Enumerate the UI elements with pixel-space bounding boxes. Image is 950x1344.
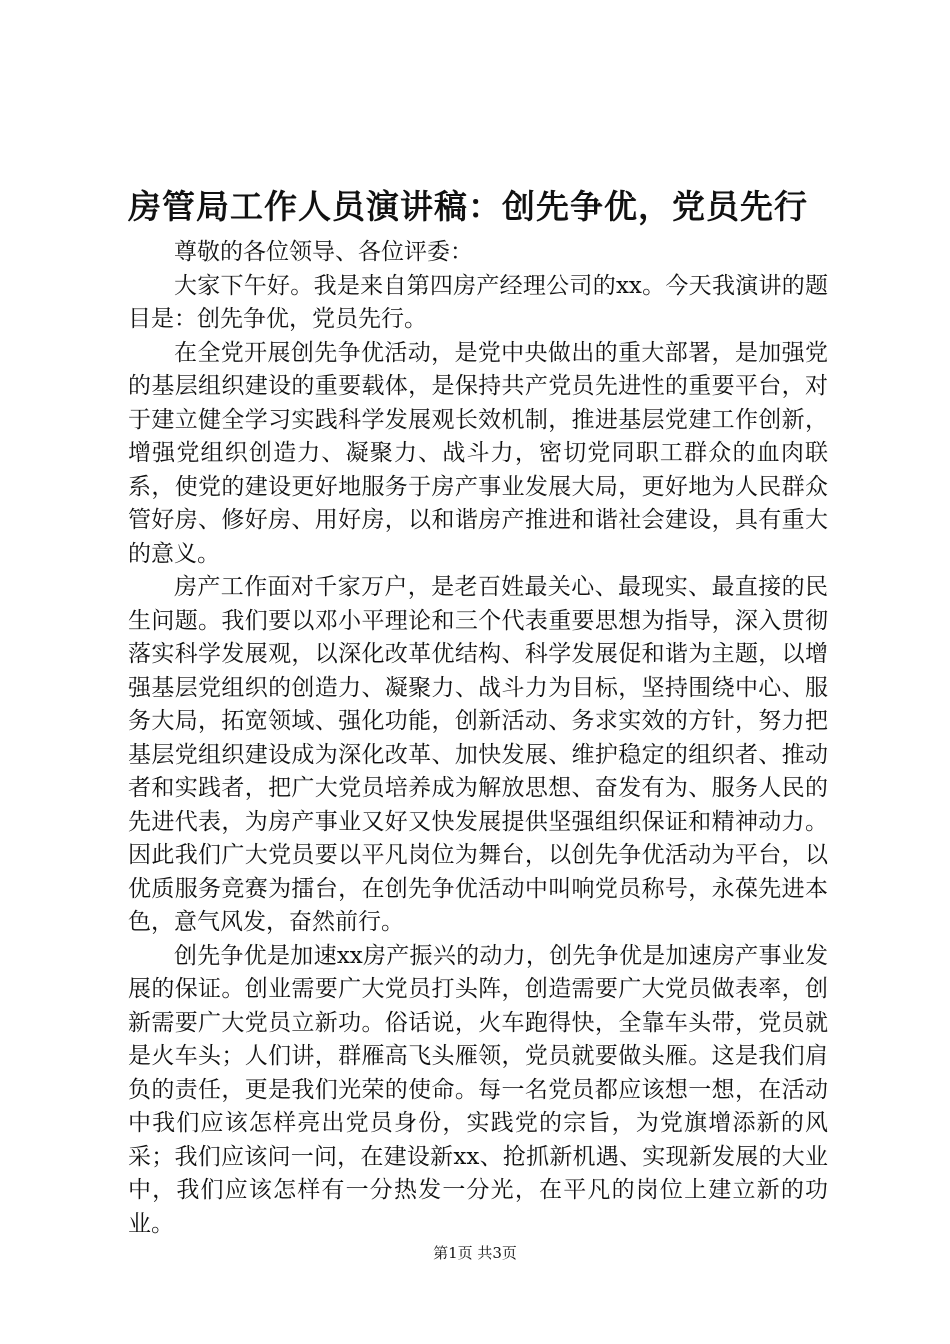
paragraph-activity-significance: 在全党开展创先争优活动，是党中央做出的重大部署，是加强党的基层组织建设的重要载体，是保持共产党员先进性的重要平台，对于建立健全学习实践科学发展观长效机制，推进基层党建工作创新，增强党组织创造力、凝聚力、战斗力，密切党同职工群众的血肉联系，使党的建设更好地服务于房产事业发展大局，更好地为人民群众管好房、修好房、用好房，以和谐房产推进和谐社会建设，具有重大的意义。 [128,339,828,567]
paragraph-salutation: 尊敬的各位领导、各位评委： [174,239,473,265]
paragraph-party-members-role: 创先争优是加速xx房产振兴的动力，创先争优是加速房产事业发展的保证。创业需要广大党员打头阵，创造需要广大党员做表率，创新需要广大党员立新功。俗话说，火车跑得快，全靠车头带，党员就是火车头；人们讲，群雁高飞头雁领，党员就要做头雁。这是我们肩负的责任，更是我们光荣的使命。每一名党员都应该想一想，在活动中我们应该怎样亮出党员身份，实践党的宗旨，为党旗增添新的风采；我们应该问一问，在建设新xx、抢抓新机遇、实现新发展的大业中，我们应该怎样有一分热发一分光，在平凡的岗位上建立新的功业。 [128,942,828,1237]
paragraph-housing-work: 房产工作面对千家万户，是老百姓最关心、最现实、最直接的民生问题。我们要以邓小平理论和三个代表重要思想为指导，深入贯彻落实科学发展观，以深化改革优结构、科学发展促和谐为主题，以增强基层党组织的创造力、凝聚力、战斗力为目标，坚持围绕中心、服务大局，拓宽领域、强化功能，创新活动、务求实效的方针，努力把基层党组织建设成为深化改革、加快发展、维护稳定的组织者、推动者和实践者，把广大党员培养成为解放思想、奋发有为、服务人民的先进代表，为房产事业又好又快发展提供坚强组织保证和精神动力。因此我们广大党员要以平凡岗位为舞台，以创先争优活动为平台，以优质服务竞赛为擂台，在创先争优活动中叫响党员称号，永葆先进本色，意气风发，奋然前行。 [128,574,828,935]
paragraph-introduction: 大家下午好。我是来自第四房产经理公司的xx。今天我演讲的题目是：创先争优，党员先行。 [128,272,828,332]
document-body [128,236,828,1241]
document-title: 房管局工作人员演讲稿：创先争优，党员先行 [128,187,808,226]
page-number-footer: 第1页 共3页 [433,1244,517,1262]
